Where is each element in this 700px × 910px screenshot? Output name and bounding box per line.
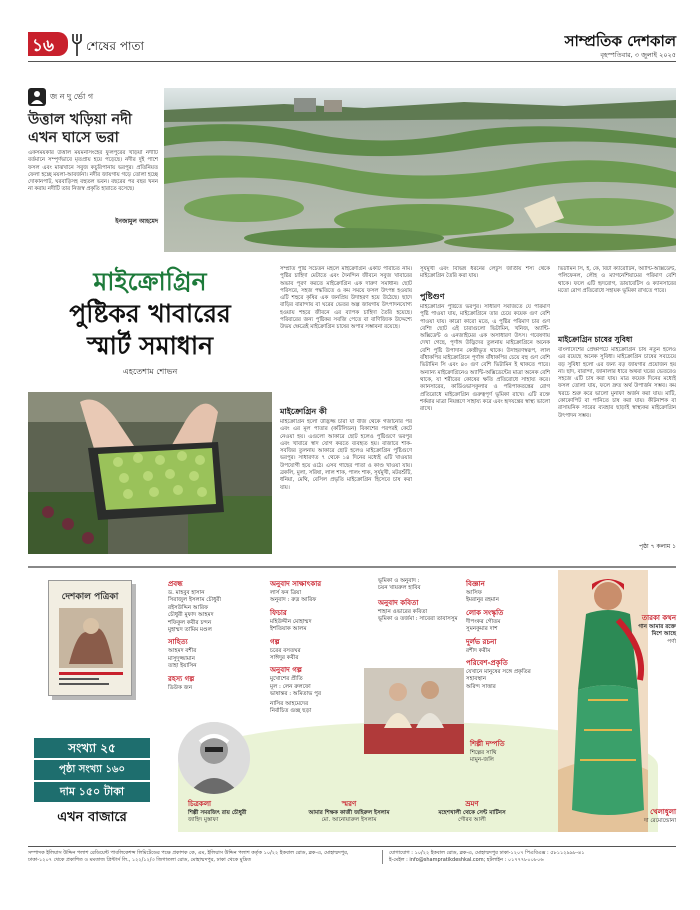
feature-col3-body2: বাংলাদেশের প্রেক্ষাপটে মাইক্রোগ্রিন চাষ নতুন হলেও এর রয়েছে অনেক সুবিধা। মাইক্রোগ্রিন চাষের সবচেয়ে বড় সুবিধা হলো এর জন্য বড় জায়গার প্রয়োজন হয় না। ছাদ, বারান্দা, জানালার ধারে অথবা ঘরের ভেতরেও সহজে এটি চাষ করা যায়। মাত্র কয়েক দিনের মধ্যেই ফসল তোলা যায়, ফলে দ্রুত অর্থ উপার্জন সম্ভব। কম খরচে শুরু করে ভালো মুনাফা অর্জন করা যায়। মাটি, কোকোপিট বা পানিতে চাষ করা যায়। কীটনাশক বা রাসায়নিক সারের ব্যবহার ছাড়াই স্বাস্থ্যকর মাইক্রোগ্রিন উৎপাদন সম্ভব। — [558, 347, 676, 419]
ad-tarka-head: তারকা কথন — [641, 614, 676, 622]
couple-photo — [364, 668, 464, 754]
lead-title-1: উত্তাল খড়িয়া নদী — [28, 112, 132, 128]
ad-col4-item: দীপংকর গৌতম — [466, 618, 501, 625]
ad-col1-head-1: প্রবন্ধ — [168, 580, 183, 588]
ad-col4-item: অরিন্দ সাত্তার — [466, 683, 496, 690]
ad-smaran-head: স্মরণ — [341, 800, 357, 808]
footer-email: ই-মেইল : info@shampratikdeshkal.com; হটলাইন : ০১৭৭৭৮০০৮০৬ — [389, 857, 544, 863]
ad-col1-item: আহমদ বশীর — [168, 648, 197, 655]
river-photo — [164, 88, 676, 252]
masthead-logo: সাম্প্রতিক দেশকাল — [564, 32, 676, 50]
ad-bhraman-block — [412, 798, 532, 825]
feature-col3-body: ভিটামিন সি, ই, কে, বিটা ক্যারোটিন, অ্যান্টি-অক্সিডেন্ট, পলিফেনল, লৌহ ও ম্যাগনেশিয়ামের পরিমাণ বেশি থাকে। ফলে এটি হৃদরোগ, ডায়াবেটিস ও ক্যানসারের মতো রোগ প্রতিরোধে সহায়ক ভূমিকা রাখতে পারে। — [558, 266, 676, 294]
ad-col4-head-3: দুর্লভ রচনা — [466, 637, 497, 646]
ad-col2-head-2: ফিচার — [270, 608, 287, 617]
feature-column-2 — [420, 266, 550, 560]
ad-col3-head-2: অনুবাদ কবিতা — [378, 598, 419, 607]
ad-col4-head-2: লোক সংস্কৃতি — [466, 608, 504, 617]
ad-khela-head: খেলাধুলা — [650, 808, 676, 816]
lead-title-2: এখন ঘাসে ভরা — [28, 130, 119, 146]
ad-chitrakala-item: শিল্পী সমরজিৎ রায় চৌধুরী — [188, 810, 247, 816]
ad-shilpi-block — [470, 738, 550, 765]
microgreen-photo — [28, 392, 272, 554]
feature-sub-2: পুষ্টিগুণ — [420, 292, 445, 301]
ad-col1-item: সিরাজুল ইসলাম চৌধুরী — [168, 597, 221, 604]
page-header — [28, 30, 676, 60]
ad-smaran-block — [274, 798, 424, 825]
feature-sub-1: মাইক্রোগ্রিন কী — [280, 407, 327, 416]
ad-col2-item: নাসির আহমেদের — [270, 700, 309, 707]
feature-title-3: স্মার্ট সমাধান — [86, 331, 214, 360]
availability: এখন বাজারে — [57, 810, 127, 825]
magazine-cover-art — [49, 604, 133, 694]
kicker-row — [28, 88, 158, 106]
header-rule — [28, 61, 676, 62]
footer-rule — [28, 846, 676, 847]
magazine-cover — [48, 580, 132, 696]
ad-smaran-item: আমার শিক্ষক কাজী জহিরুল ইসলাম — [308, 810, 390, 816]
feature-column-3 — [558, 266, 676, 552]
ad-column-1 — [168, 578, 266, 692]
ad-col1-item: চৌধুরী মুফাদ আহমদ — [168, 612, 214, 619]
ad-khela-item: দা রেমোন্ডোনা — [644, 818, 676, 824]
ad-col1-item: ডিউক জন — [168, 684, 193, 691]
feature-title-2: পুষ্টিকর খাবারের — [69, 299, 231, 328]
ad-col2-item: চরের বসতঘর — [270, 647, 301, 654]
ad-col1-item: রইসউদ্দিন আরিফ — [168, 604, 209, 611]
magazine-ad — [28, 572, 676, 840]
ad-col1-item: ড. মাহবুব হাসান — [168, 590, 205, 596]
ad-bhraman-head: ভ্রমণ — [465, 800, 479, 808]
continued-marker — [558, 541, 676, 552]
feature-title-1: মাইক্রোগ্রিন — [93, 267, 207, 296]
artist-portrait — [178, 722, 250, 794]
ad-col1-item: তাহা ইয়াসিন — [168, 663, 197, 670]
feature-column-1 — [280, 266, 412, 567]
ad-shilpi-head: শিল্পী দম্পতি — [470, 740, 505, 748]
ad-col2-item: মুখোশের প্রীতি — [270, 676, 303, 683]
feature-sub-3: মাইক্রোগ্রিন চাষের সুবিধা — [558, 335, 633, 344]
ad-chitrakala-block — [188, 798, 288, 825]
person-icon — [28, 88, 46, 106]
ad-col4-item: রশীদ করীম — [466, 647, 491, 654]
ad-col3-item: ভূমিকা ও তর্জমা : সাবেরা তাবাসসুম — [378, 616, 458, 623]
ad-tarka-item: গান আমার রক্তে — [638, 624, 676, 630]
ad-col3-item: চয়ন খায়রুল হাবিব — [378, 585, 421, 592]
ad-col4-item: ইমরানুর রহমান — [466, 597, 499, 604]
ad-col1-item: মুহাম্মদ তামিম মণ্ডল — [168, 627, 212, 634]
ad-col3-item: শাহান ওভারের কবিতা — [378, 608, 428, 615]
ad-col4-item: সুমনকুমার দাশ — [466, 626, 498, 633]
feature-author: এহতেশাম শোভন — [122, 367, 178, 376]
footer-contact — [382, 850, 676, 864]
ad-tarka-item: পর্ণা — [667, 638, 676, 645]
ad-col2-item: মহিউদ্দীন মোহাম্মদ — [270, 618, 312, 625]
footer-imprint: সম্পাদক ইলিয়াস উদ্দিন পলাশ রেডিয়েন্ট পাবলিকেশন্স লিমিটেডের পক্ষে প্রকাশক কে, এম, ইলিয়াস উদ্দিন পলাশ কর্তৃক ১০/২২ ইকবাল রোড, ব্লক-এ, মোহাম্মদপুর, ঢাকা-১২০৭ থেকে প্রকাশিত ও মমতাজ প্রিন্টার্স লি., ১২২/১২/৩ জিগাতলা রোড, মোহাম্মদপুর, ঢাকা থেকে মুদ্রিত — [28, 850, 349, 863]
magazine-cover-logo: দেশকাল পত্রিকা — [61, 592, 119, 602]
ad-col2-item: ভাষান্তর : অমিতাভ পুর — [270, 691, 322, 698]
ad-col2-item: মূল : লেন রুলফো — [270, 683, 311, 690]
ad-shilpi-item: শিল্পের সাথি — [470, 750, 497, 756]
continued-label: পৃষ্ঠা ৭ কলাম ১ — [639, 543, 676, 550]
ad-col1-head-3: রহস্য গল্প — [168, 674, 195, 683]
feature-col1-body2: মাইক্রোগ্রিন হলো উদ্ভিজ্জ চারা যা বীজ থেকে গজানোর পর এবং এর মূল পাতার (কটিলিডন) বিকাশের পরপরই কেটে নেওয়া হয়। এগুলো আকারে ছোট হলেও পুষ্টিগুণে ভরপুর এবং খাবারে স্বাদ যোগ করতে ব্যবহৃত হয়। বাজারে শাক-সবজির তুলনায় আকারে ছোট হলেও মাইক্রোগ্রিন পুষ্টিগুণে ভরপুর। সাধারণত ৭ থেকে ১৪ দিনের মধ্যেই এটি খাওয়ার উপযোগী হয়ে ওঠে। এসব গাছের পাতা ও কাণ্ড খাওয়া যায়। ব্রকলি, মুলা, সরিষা, লাল শাক, পালং শাক, সূর্যমুখী, মটরশুঁটি, ধনিয়া, মেথি, বেসিল প্রভৃতি মাইক্রোগ্রিন হিসেবে চাষ করা যায়। — [280, 419, 412, 491]
lead-body: একসময়কার উত্তাল ময়মনসিংহের ফুলপুরের খড়িয়া নদীটি বর্তমানে সম্পূর্ণভাবে মৃতপ্রায় হয়ে পড়েছে। নদীর দুই পাশে ফসল এবং মাঝখানে সবুজ কচুরিপানায় ভরপুর। প্রতিনিয়ত ফেলা হচ্ছে ময়লা-আবর্জনা। নদীর জায়গায় গড়ে তোলা হচ্ছে দোকানপাট, ঘরবাড়িসহ বহুতল ভবন। বছরের পর বছর খনন না করায় নদীটি তার নিজস্ব প্রকৃতি হারাতে বসেছে। — [28, 150, 158, 193]
ad-column-3 — [378, 578, 478, 624]
ad-khela-block — [604, 806, 676, 825]
lead-story — [28, 88, 158, 256]
page-number: ১৬ — [32, 36, 55, 56]
ad-col3-head-1: ভূমিকা ও অনুবাদ : — [378, 578, 420, 584]
ad-col2-item: অনুবাদ : রুদ্র আরিফ — [270, 597, 317, 604]
lead-kicker: জ ন দু র্ভো গ — [50, 91, 94, 101]
ad-chitrakala-head: চিত্রকলা — [188, 800, 212, 808]
section-name: শেষের পাতা — [86, 39, 144, 53]
ad-chitrakala-item: জাহিদ মুস্তাফা — [188, 817, 219, 824]
ad-col2-item: লার্স ফন ত্রিয়া — [270, 590, 302, 596]
ad-column-4 — [466, 578, 566, 691]
ad-col1-item: শফিকুল কবীর চন্দন — [168, 619, 212, 626]
ad-shilpi-item: মামুন-জলি — [470, 757, 494, 764]
feature-title-block — [28, 266, 272, 379]
ad-col2-head-1: অনুবাদ সাক্ষাৎকার — [270, 580, 322, 588]
ad-bhraman-item: মহেশখালী থেকে সেন্ট মার্টিনস — [438, 810, 506, 816]
ad-bhraman-item: গৌরব আলী — [458, 817, 486, 824]
ad-col4-item: আসিফ — [466, 590, 482, 596]
pen-icon — [72, 34, 82, 56]
ad-smaran-item: মো. আনোয়ারুল ইসলাম — [321, 817, 377, 824]
feature-col2-body: সূর্যমুখী এবং বিভিন্ন ধরনের লেটুস জাতীয় শস্য থেকে মাইক্রোগ্রিন তৈরি করা যায়। — [420, 266, 550, 280]
ad-col4-head-4: পরিবেশ-প্রকৃতি — [466, 659, 508, 668]
ad-col2-head-4: অনুবাদ গল্প — [270, 666, 302, 675]
ad-col2-item: নির্বাচিত গুচ্ছ ছড়া — [270, 708, 312, 715]
section-divider — [28, 566, 676, 568]
ad-col2-item: ইশতিয়াক আলম — [270, 626, 307, 633]
ad-tarka-item: মিশে আছে — [651, 631, 676, 638]
footer-address: যোগাযোগ : ১০/২২ ইকবাল রোড, ব্লক-এ, মোহাম্মদপুর ঢাকা-১২০৭ পিএবিএক্স : ৫৮১১২৯৯৮-৪১ — [389, 850, 585, 856]
lead-byline: ইনজামুল আহমেদ — [115, 218, 158, 225]
ad-col1-item: মাসুদুজ্জামান — [168, 655, 195, 662]
pages-badge: পৃষ্ঠা সংখ্যা ১৬০ — [34, 760, 150, 780]
ad-col2-item: সাঈদুর কবীর — [270, 655, 299, 662]
feature-col2-body2: মাইক্রোগ্রিন পুষ্টিতে ভরপুর। সাধারণ সবজিতে যে পরিমাণ পুষ্টি পাওয়া যায়, মাইক্রোগ্রিনে তার চেয়ে কয়েক গুণ বেশি পাওয়া যায়। কারো কারো মতে, এ পুষ্টির পরিমাণ চার গুণ বেশি! ছোট এই চারাগুলো ভিটামিন, খনিজ, অ্যান্টি-অক্সিডেন্ট ও এনজাইমের এক অসাধারণ উৎস। গবেষণায় দেখা গেছে, পূর্ণাঙ্গ উদ্ভিদের তুলনায় মাইক্রোগ্রিনে অনেক বেশি পুষ্টি উপাদান কেন্দ্রীভূত থাকে। উদাহরণস্বরূপ, লাল বাঁধাকপির মাইক্রোগ্রিনে পূর্ণাঙ্গ বাঁধাকপির চেয়ে বহু গুণ বেশি ভিটামিন সি এবং ৪০ গুণ বেশি ভিটামিন ই থাকতে পারে। অন্যান্য মাইক্রোগ্রিনেও অ্যান্টি-অক্সিডেন্টের মাত্রা অনেক বেশি থাকে, যা শরীরের কোষের ক্ষতি প্রতিরোধে সাহায্য করে। ক্যানসারের, কার্ডিওভাসকুলার ও পরিপাকতন্ত্রের রোগ প্রতিরোধে মাইক্রোগ্রিন গুরুত্বপূর্ণ ভূমিকা রাখে। এটি রক্তে শর্করার মাত্রা নিয়ন্ত্রণে সাহায্য করে এবং হৃদযন্ত্রের স্বাস্থ্য ভালো রাখে। — [420, 304, 550, 413]
ad-col4-item: যেখানে মানুষের সঙ্গে প্রকৃতির সহাবস্থান — [466, 669, 531, 683]
issue-badge: সংখ্যা ২৫ — [34, 738, 150, 758]
ad-col4-head-1: বিজ্ঞান — [466, 580, 485, 588]
issue-date: বৃহস্পতিবার, ৩ জুলাই ২০২৫ — [600, 51, 676, 59]
ad-tarka-block — [616, 612, 676, 646]
ad-col2-head-3: গল্প — [270, 637, 280, 646]
price-badge: দাম ১৫০ টাকা — [34, 782, 150, 802]
model-photo — [558, 570, 648, 832]
ad-col1-head-2: সাহিত্য — [168, 638, 188, 647]
feature-col1-body: সম্প্রতি পুষ্টি সচেতন মহলে মাইক্রোগ্রিন একটি পরিচিত নাম। পুষ্টির চাহিদা মেটাতে এবং দৈনন্দিন জীবনে সবুজ খাবারের অভাব পূরণ করতে মাইক্রোগ্রিন এক দারুণ সমাধান। ছোট পরিসরে, সহজ পদ্ধতিতে ও কম সময়ে ফসল উৎপন্ন হওয়ায় এটি শহুরে কৃষির এক জনপ্রিয় উদাহরণ হয়ে উঠেছে। ছাদে বাড়ির বারান্দায় বা ঘরের ভেতর অল্প জায়গায় উৎপাদনযোগ্য হওয়ায় শহরে জীবনে এর ব্যাপক চাহিদা তৈরি হয়েছে। পরিবারের জন্য পুষ্টিকর সবজি পেতে বা বাণিজ্যিক উদ্দেশ্যে উভয় ক্ষেত্রেই মাইক্রোগ্রিন চাষের অপার সম্ভাবনা রয়েছে। — [280, 266, 412, 331]
